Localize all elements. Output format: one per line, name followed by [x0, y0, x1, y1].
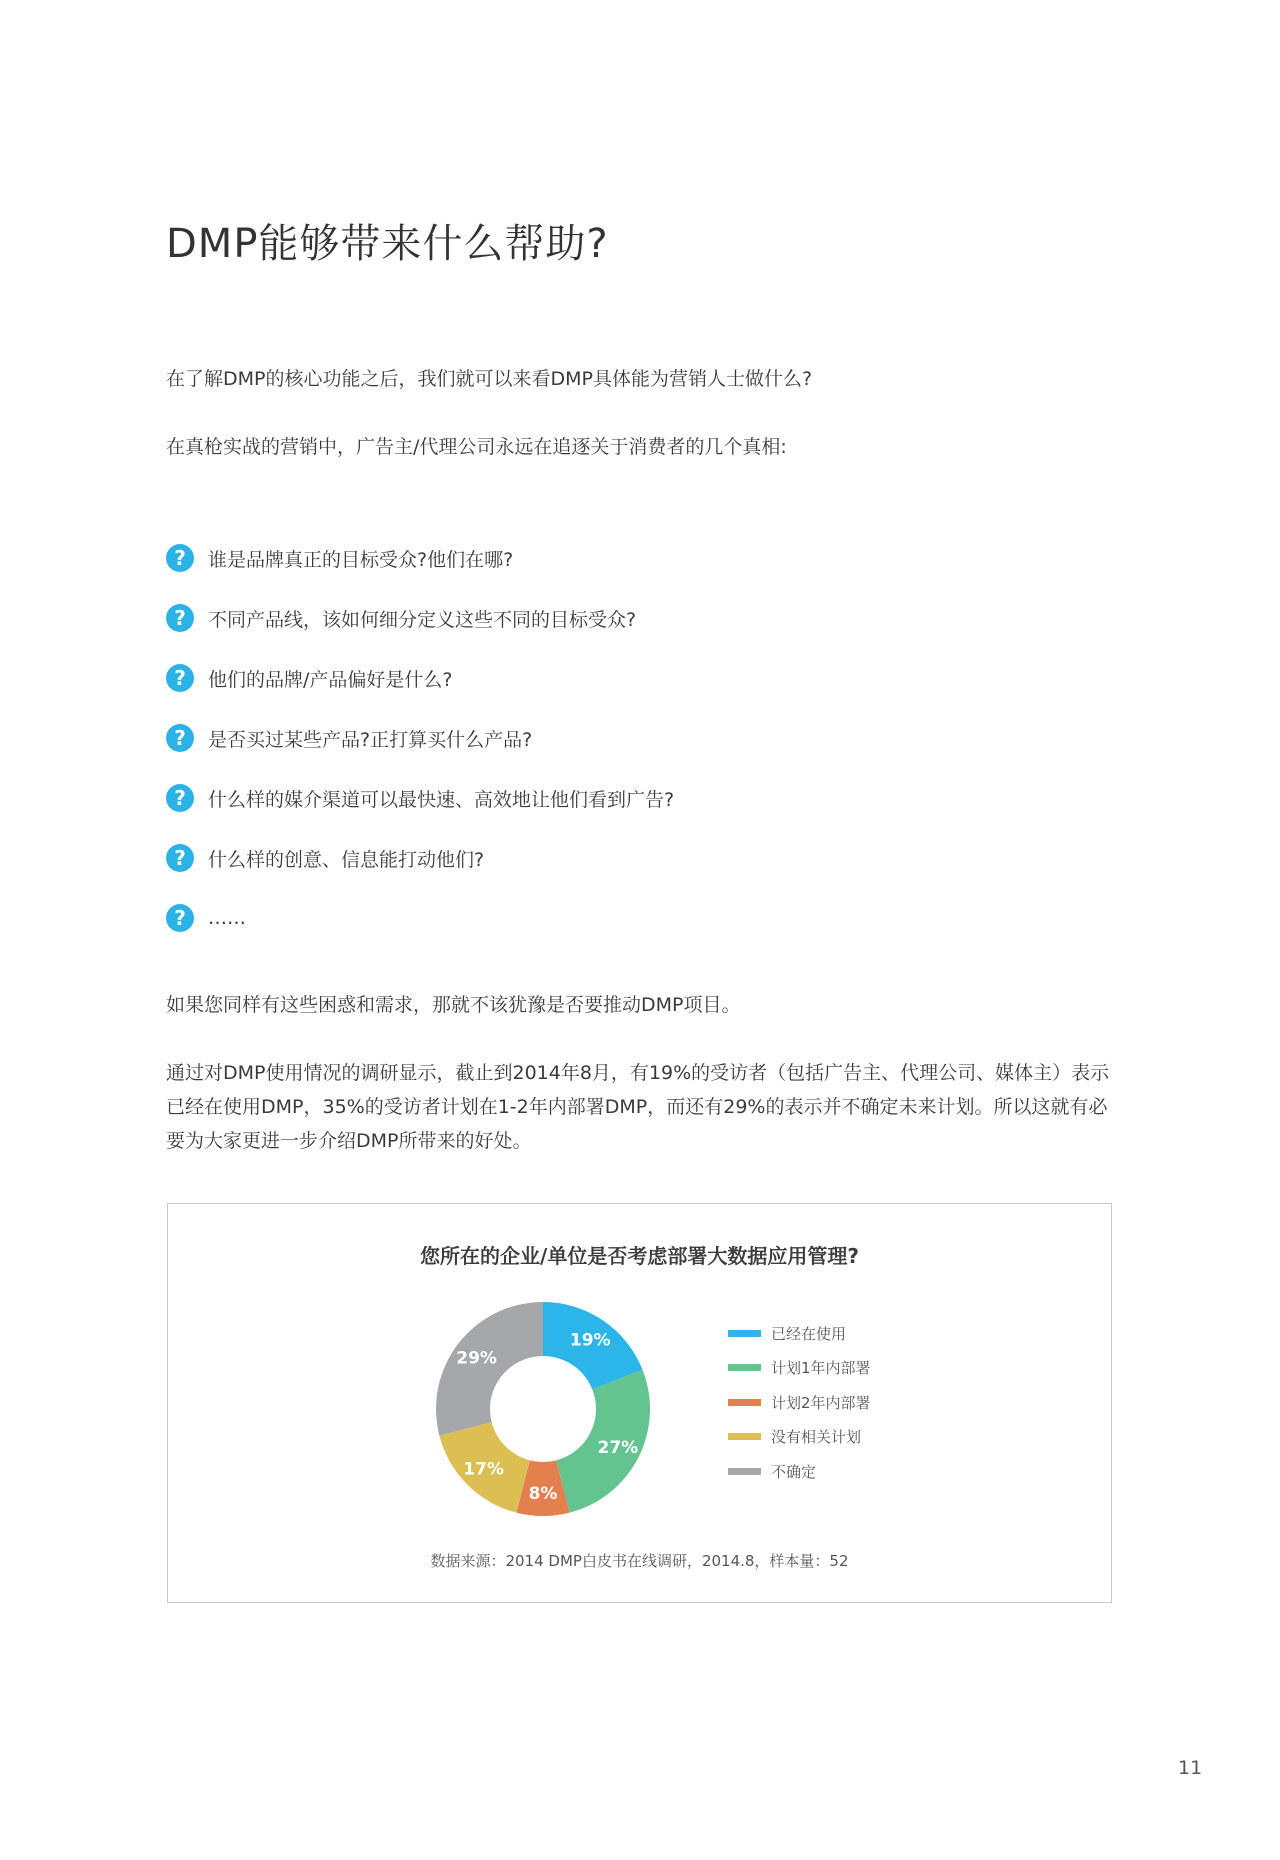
legend-swatch — [728, 1399, 761, 1406]
legend-label: 已经在使用 — [771, 1324, 847, 1343]
legend-label: 不确定 — [771, 1462, 817, 1481]
intro-paragraph-1: 在了解DMP的核心功能之后，我们就可以来看DMP具体能为营销人士做什么? — [166, 368, 813, 390]
page-number: 11 — [1178, 1757, 1203, 1779]
question-text: 什么样的媒介渠道可以最快速、高效地让他们看到广告? — [208, 788, 675, 811]
list-item — [166, 528, 674, 588]
question-mark-icon: ? — [166, 664, 194, 692]
legend-swatch — [728, 1433, 761, 1440]
legend-item — [728, 1420, 871, 1455]
list-item — [166, 828, 674, 888]
question-mark-icon: ? — [166, 604, 194, 632]
slice-label-4: 17% — [463, 1459, 504, 1480]
chart-source: 数据来源：2014 DMP白皮书在线调研，2014.8，样本量：52 — [430, 1552, 849, 1570]
question-text: 是否买过某些产品?正打算买什么产品? — [208, 728, 533, 751]
intro-paragraph-2: 在真枪实战的营销中，广告主/代理公司永远在追逐关于消费者的几个真相: — [166, 436, 787, 458]
donut-chart — [428, 1294, 658, 1524]
body-paragraph-1: 如果您同样有这些困惑和需求，那就不该犹豫是否要推动DMP项目。 — [166, 994, 741, 1016]
question-mark-icon: ? — [166, 784, 194, 812]
legend-item — [728, 1454, 871, 1489]
question-mark-icon: ? — [166, 904, 194, 932]
legend-item — [728, 1385, 871, 1420]
list-item — [166, 888, 674, 948]
question-mark-icon: ? — [166, 724, 194, 752]
pie-slice-5 — [436, 1302, 543, 1436]
legend-swatch — [728, 1330, 761, 1337]
legend-label: 计划2年内部署 — [771, 1393, 871, 1412]
list-item — [166, 648, 674, 708]
legend-item — [728, 1316, 871, 1351]
page-title: DMP能够带来什么帮助? — [166, 221, 609, 267]
slice-label-5: 29% — [456, 1348, 497, 1369]
chart-panel — [167, 1203, 1112, 1603]
list-item — [166, 768, 674, 828]
body-paragraph-2: 通过对DMP使用情况的调研显示，截止到2014年8月，有19%的受访者（包括广告主、代理公司、媒体主）表示已经在使用DMP，35%的受访者计划在1-2年内部署DMP，而还有29%的表示并不确定未来计划。所以这就有必要为大家更进一步介绍DMP所带来的好处。 — [166, 1062, 1110, 1152]
legend-swatch — [728, 1364, 761, 1371]
slice-label-2: 27% — [597, 1438, 639, 1459]
question-text: 他们的品牌/产品偏好是什么? — [208, 668, 453, 691]
question-mark-icon: ? — [166, 844, 194, 872]
list-item — [166, 708, 674, 768]
slice-label-1: 19% — [569, 1330, 611, 1351]
list-item — [166, 588, 674, 648]
legend-swatch — [728, 1468, 761, 1475]
chart-legend — [728, 1316, 871, 1489]
legend-label: 计划1年内部署 — [771, 1359, 871, 1378]
question-mark-icon: ? — [166, 544, 194, 572]
question-text: 不同产品线，该如何细分定义这些不同的目标受众? — [208, 608, 637, 631]
question-text: 什么样的创意、信息能打动他们? — [208, 848, 485, 871]
chart-title: 您所在的企业/单位是否考虑部署大数据应用管理? — [420, 1244, 859, 1268]
question-list — [166, 528, 674, 948]
question-text: …… — [208, 907, 246, 929]
question-text: 谁是品牌真正的目标受众?他们在哪? — [208, 548, 514, 571]
slice-label-3: 8% — [528, 1484, 558, 1504]
legend-label: 没有相关计划 — [771, 1428, 862, 1447]
legend-item — [728, 1351, 871, 1386]
